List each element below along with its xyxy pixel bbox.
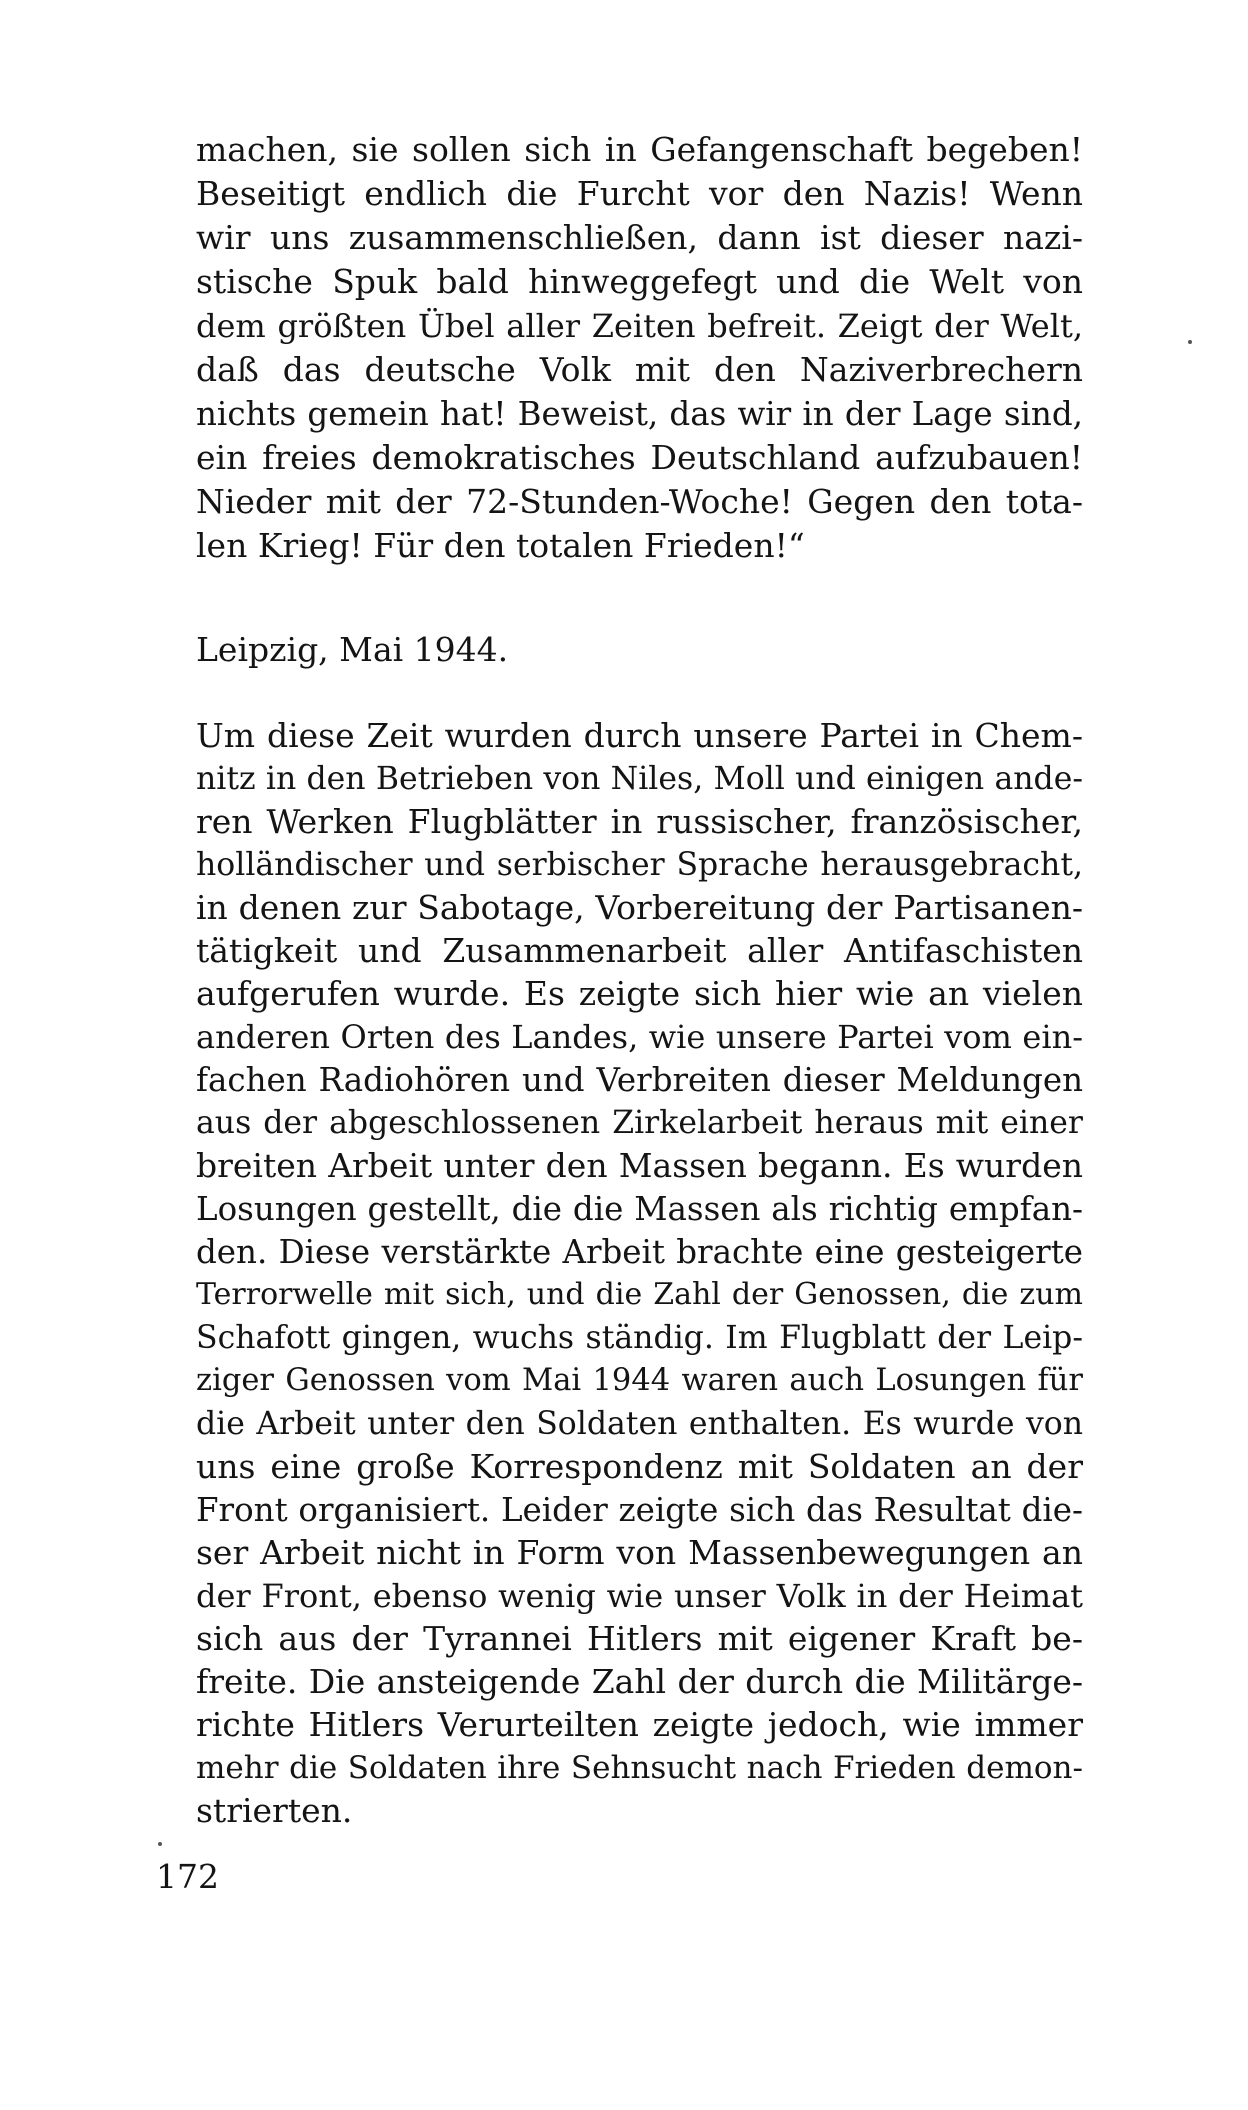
text-line: der Front, ebenso wenig wie unser Volk in der Heimat xyxy=(196,1577,1083,1615)
text-line: stische Spuk bald hinweggefegt und die Welt von xyxy=(196,262,1083,301)
text-line: ser Arbeit nicht in Form von Massenbewegungen an xyxy=(196,1533,1083,1572)
dateline: Leipzig, Mai 1944. xyxy=(196,630,509,669)
text-line: daß das deutsche Volk mit den Naziverbrechern xyxy=(196,350,1083,389)
text-line: sich aus der Tyrannei Hitlers mit eigener Kraft be- xyxy=(196,1619,1083,1658)
text-line: aufgerufen wurde. Es zeigte sich hier wie an vielen xyxy=(196,974,1083,1013)
text-line: tätigkeit und Zusammenarbeit aller Antifaschisten xyxy=(196,931,1083,970)
text-line: nichts gemein hat! Beweist, das wir in der Lage sind, xyxy=(196,395,1083,433)
text-line: Beseitigt endlich die Furcht vor den Nazis! Wenn xyxy=(196,174,1083,213)
text-line: Terrorwelle mit sich, und die Zahl der Genossen, die zum xyxy=(196,1277,1083,1312)
print-speck xyxy=(158,1842,162,1846)
text-line: nitz in den Betrieben von Niles, Moll und einigen ande- xyxy=(196,761,1083,797)
text-line: machen, sie sollen sich in Gefangenschaft begeben! xyxy=(196,130,1083,169)
text-line: ren Werken Flugblätter in russischer, französischer, xyxy=(196,802,1083,841)
text-line: den. Diese verstärkte Arbeit brachte eine gesteigerte xyxy=(196,1233,1083,1271)
text-line: dem größten Übel aller Zeiten befreit. Zeigt der Welt, xyxy=(196,307,1083,345)
text-line: Um diese Zeit wurden durch unsere Partei in Chem- xyxy=(196,716,1083,755)
text-line: holländischer und serbischer Sprache herausgebracht, xyxy=(196,847,1083,883)
text-line: Losungen gestellt, die die Massen als richtig empfan- xyxy=(196,1190,1083,1228)
text-line: strierten. xyxy=(196,1791,353,1830)
text-line: aus der abgeschlossenen Zirkelarbeit heraus mit einer xyxy=(196,1105,1083,1141)
text-line: Front organisiert. Leider zeigte sich das Resultat die- xyxy=(196,1491,1083,1529)
text-line: fachen Radiohören und Verbreiten dieser Meldungen xyxy=(196,1061,1083,1099)
text-line: Schafott gingen, wuchs ständig. Im Flugblatt der Leip- xyxy=(196,1320,1083,1356)
text-line: ziger Genossen vom Mai 1944 waren auch Losungen für xyxy=(196,1363,1083,1398)
text-line: anderen Orten des Landes, wie unsere Partei vom ein- xyxy=(196,1018,1083,1056)
page-number: 172 xyxy=(156,1857,219,1896)
text-line: uns eine große Korrespondenz mit Soldaten an der xyxy=(196,1447,1083,1486)
text-line: wir uns zusammenschließen, dann ist dieser nazi- xyxy=(196,218,1083,257)
text-line: richte Hitlers Verurteilten zeigte jedoch, wie immer xyxy=(196,1705,1083,1744)
text-line: ein freies demokratisches Deutschland aufzubauen! xyxy=(196,438,1083,477)
print-speck xyxy=(1188,340,1192,344)
text-line: in denen zur Sabotage, Vorbereitung der Partisanen- xyxy=(196,888,1083,927)
text-line: die Arbeit unter den Soldaten enthalten. Es wurde von xyxy=(196,1406,1083,1442)
text-line: Nieder mit der 72-Stunden-Woche! Gegen den tota- xyxy=(196,482,1083,521)
text-line: freite. Die ansteigende Zahl der durch die Militärge- xyxy=(196,1662,1083,1701)
text-line: breiten Arbeit unter den Massen begann. Es wurden xyxy=(196,1146,1083,1185)
text-line: mehr die Soldaten ihre Sehnsucht nach Frieden demon- xyxy=(196,1750,1083,1786)
text-line: len Krieg! Für den totalen Frieden!“ xyxy=(196,526,805,565)
